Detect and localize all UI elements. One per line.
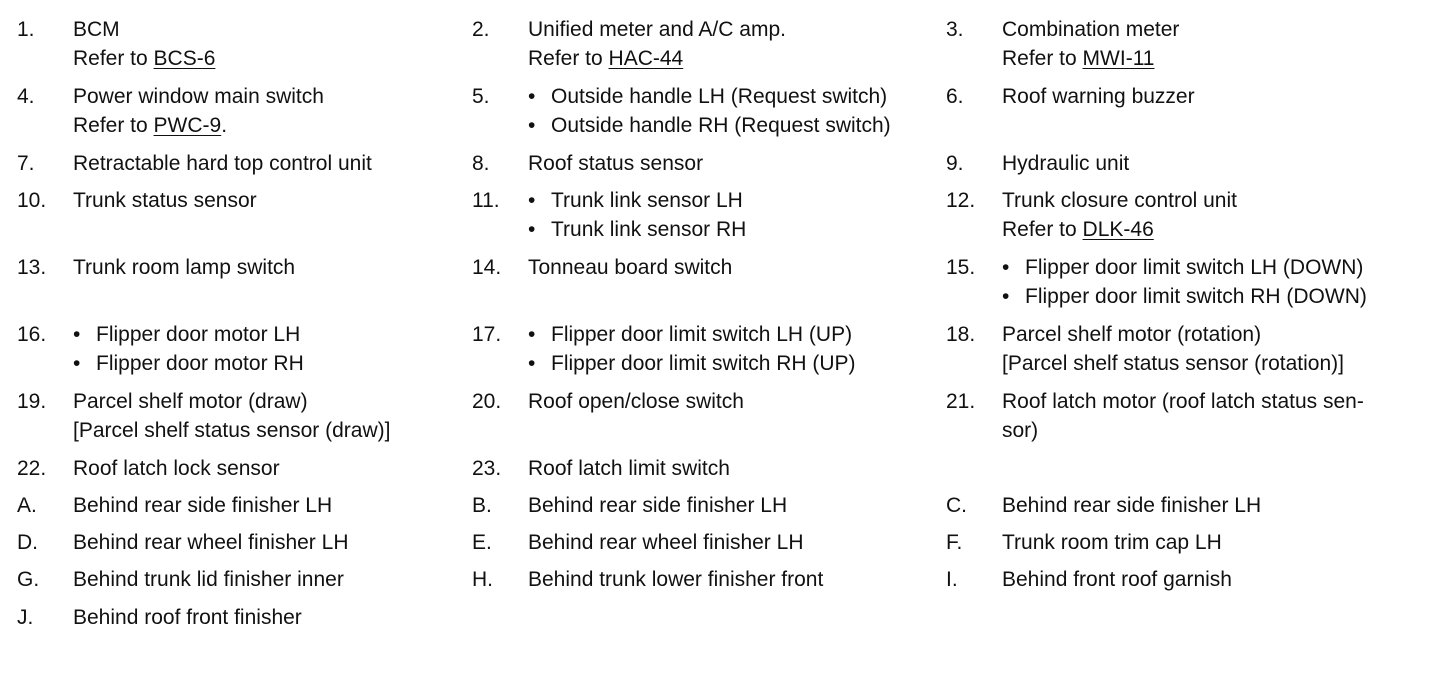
description-line	[528, 387, 744, 416]
legend-item-description	[1002, 149, 1129, 178]
description-line	[528, 149, 703, 178]
legend-item-description	[1002, 528, 1222, 557]
line-text: Refer to	[1002, 47, 1083, 70]
legend-item-number: 5.	[472, 85, 490, 108]
line-text: Roof latch motor (roof latch status sen-	[1002, 390, 1364, 413]
legend-item-description	[73, 82, 324, 140]
bullet-line	[528, 82, 891, 111]
line-text: Roof latch lock sensor	[73, 457, 280, 480]
line-text: Refer to	[528, 47, 609, 70]
legend-item-number: F.	[946, 531, 963, 554]
description-line	[1002, 349, 1344, 378]
description-line	[1002, 320, 1344, 349]
legend-item-number: G.	[17, 568, 40, 591]
description-line	[1002, 15, 1179, 44]
bullet-icon: •	[528, 85, 536, 108]
bullet-line	[73, 349, 304, 378]
legend-item-description	[73, 253, 295, 282]
description-line	[528, 15, 786, 44]
description-line	[1002, 491, 1261, 520]
line-text: Parcel shelf motor (rotation)	[1002, 323, 1262, 346]
description-line	[73, 603, 302, 632]
description-line	[73, 186, 257, 215]
bullet-line	[528, 215, 746, 244]
legend-item-description	[73, 320, 304, 378]
description-line	[73, 44, 215, 73]
reference-link[interactable]: MWI-11	[1082, 47, 1155, 70]
line-text: Hydraulic unit	[1002, 152, 1130, 175]
legend-item-description	[73, 149, 372, 178]
line-text: Behind roof front finisher	[73, 606, 302, 629]
line-text: Trunk room lamp switch	[73, 256, 296, 279]
legend-item-description	[528, 454, 730, 483]
bullet-line	[528, 111, 891, 140]
description-line	[73, 416, 390, 445]
bullet-icon: •	[528, 323, 536, 346]
legend-item-number: 22.	[17, 457, 47, 480]
reference-link[interactable]: BCS-6	[153, 47, 216, 70]
line-text: Behind rear side finisher LH	[528, 494, 788, 517]
legend-item-number: C.	[946, 494, 967, 517]
line-text: Flipper door motor LH	[96, 323, 301, 346]
description-line	[1002, 565, 1232, 594]
legend-item-number: 17.	[472, 323, 502, 346]
line-text: Flipper door limit switch RH (UP)	[551, 352, 856, 375]
legend-item-number: 2.	[472, 18, 490, 41]
legend-item-number: 15.	[946, 256, 976, 279]
description-line	[1002, 416, 1364, 445]
bullet-line	[528, 320, 856, 349]
description-line	[1002, 44, 1179, 73]
bullet-line	[1002, 253, 1367, 282]
legend-item-number: 12.	[946, 189, 976, 212]
line-text: Combination meter	[1002, 18, 1180, 41]
legend-item-number: 23.	[472, 457, 502, 480]
description-line	[528, 565, 823, 594]
line-text: Roof status sensor	[528, 152, 704, 175]
legend-item-description	[1002, 82, 1195, 111]
description-line	[73, 565, 344, 594]
bullet-line	[73, 320, 304, 349]
legend-item-description	[73, 387, 390, 445]
legend-item-number: 20.	[472, 390, 502, 413]
legend-item-description	[1002, 565, 1232, 594]
line-text: Roof open/close switch	[528, 390, 744, 413]
line-text: Refer to	[1002, 218, 1083, 241]
bullet-icon: •	[73, 352, 81, 375]
legend-item-number: 1.	[17, 18, 35, 41]
legend-item-description	[73, 603, 302, 632]
bullet-icon: •	[1002, 285, 1010, 308]
description-line	[73, 253, 295, 282]
description-line	[528, 253, 732, 282]
legend-item-number: 11.	[472, 189, 500, 212]
description-line	[528, 491, 787, 520]
bullet-icon: •	[1002, 256, 1010, 279]
legend-item-description	[1002, 253, 1367, 311]
line-text: Parcel shelf motor (draw)	[73, 390, 308, 413]
line-text: Behind trunk lower finisher front	[528, 568, 824, 591]
legend-item-number: I.	[946, 568, 958, 591]
line-text: Behind trunk lid finisher inner	[73, 568, 344, 591]
description-line	[1002, 186, 1237, 215]
legend-item-number: 6.	[946, 85, 964, 108]
legend-item-number: 13.	[17, 256, 47, 279]
line-text: Flipper door limit switch RH (DOWN)	[1025, 285, 1367, 308]
legend-item-description	[73, 454, 280, 483]
legend-item-number: E.	[472, 531, 492, 554]
line-text: Outside handle RH (Request switch)	[551, 114, 891, 137]
legend-item-number: 18.	[946, 323, 976, 346]
description-line	[73, 387, 390, 416]
legend-item-description	[73, 491, 332, 520]
description-line	[528, 44, 786, 73]
legend-item-description	[73, 528, 348, 557]
legend-item-description	[1002, 15, 1179, 73]
description-line	[1002, 387, 1364, 416]
legend-item-description	[1002, 387, 1364, 445]
bullet-icon: •	[528, 189, 536, 212]
legend-item-description	[73, 15, 215, 73]
line-text: [Parcel shelf status sensor (draw)]	[73, 419, 391, 442]
description-line	[73, 15, 215, 44]
legend-item-number: H.	[472, 568, 493, 591]
legend-item-number: 21.	[946, 390, 976, 413]
line-text: Retractable hard top control unit	[73, 152, 372, 175]
line-text: Flipper door limit switch LH (DOWN)	[1025, 256, 1364, 279]
description-line	[1002, 215, 1237, 244]
line-text: Behind rear wheel finisher LH	[528, 531, 804, 554]
legend-item-description	[1002, 320, 1344, 378]
bullet-line	[1002, 282, 1367, 311]
description-line	[1002, 149, 1129, 178]
legend-item-number: 8.	[472, 152, 490, 175]
legend-item-number: 3.	[946, 18, 964, 41]
legend-item-number: 19.	[17, 390, 47, 413]
legend-item-number: 4.	[17, 85, 35, 108]
legend-item-number: B.	[472, 494, 492, 517]
bullet-icon: •	[73, 323, 81, 346]
description-line	[73, 528, 348, 557]
legend-item-number: 16.	[17, 323, 47, 346]
description-line	[1002, 82, 1195, 111]
legend-item-description	[73, 565, 344, 594]
line-text: Behind rear side finisher LH	[1002, 494, 1262, 517]
description-line	[73, 82, 324, 111]
legend-item-number: A.	[17, 494, 37, 517]
line-text: Trunk link sensor LH	[551, 189, 743, 212]
description-line	[73, 454, 280, 483]
line-text: Behind rear side finisher LH	[73, 494, 333, 517]
reference-link[interactable]: PWC-9	[153, 114, 222, 137]
legend-item-description	[528, 528, 803, 557]
legend-item-description	[1002, 491, 1261, 520]
legend-item-description	[528, 186, 746, 244]
line-text: Flipper door limit switch LH (UP)	[551, 323, 853, 346]
legend-item-number: D.	[17, 531, 38, 554]
line-text: Behind front roof garnish	[1002, 568, 1232, 591]
line-text: Flipper door motor RH	[96, 352, 304, 375]
bullet-icon: •	[528, 352, 536, 375]
line-text: Roof warning buzzer	[1002, 85, 1195, 108]
legend-item-description	[528, 491, 787, 520]
reference-link[interactable]: HAC-44	[608, 47, 684, 70]
legend-item-description	[1002, 186, 1237, 244]
line-text: BCM	[73, 18, 120, 41]
reference-link[interactable]: DLK-46	[1082, 218, 1154, 241]
legend-item-description	[528, 565, 823, 594]
line-text: Trunk closure control unit	[1002, 189, 1237, 212]
line-text: Power window main switch	[73, 85, 324, 108]
bullet-line	[528, 186, 746, 215]
description-line	[528, 528, 803, 557]
legend-item-description	[528, 82, 891, 140]
legend-item-description	[528, 320, 856, 378]
description-line	[528, 454, 730, 483]
line-text: Outside handle LH (Request switch)	[551, 85, 888, 108]
line-text: Trunk link sensor RH	[551, 218, 747, 241]
line-text: Roof latch limit switch	[528, 457, 730, 480]
line-text: Unified meter and A/C amp.	[528, 18, 786, 41]
legend-item-description	[528, 149, 703, 178]
legend-item-number: 7.	[17, 152, 35, 175]
line-text: Refer to	[73, 114, 154, 137]
legend-item-description	[73, 186, 257, 215]
line-text: Trunk room trim cap LH	[1002, 531, 1222, 554]
line-text: [Parcel shelf status sensor (rotation)]	[1002, 352, 1344, 375]
legend-item-number: J.	[17, 606, 34, 629]
line-text: Behind rear wheel finisher LH	[73, 531, 349, 554]
line-text: sor)	[1002, 419, 1039, 442]
description-line	[73, 111, 324, 140]
legend-item-description	[528, 15, 786, 73]
line-text: Refer to	[73, 47, 154, 70]
line-suffix: .	[221, 114, 228, 137]
bullet-line	[528, 349, 856, 378]
legend-item-number: 10.	[17, 189, 47, 212]
description-line	[73, 149, 372, 178]
description-line	[1002, 528, 1222, 557]
description-line	[73, 491, 332, 520]
bullet-icon: •	[528, 218, 536, 241]
bullet-icon: •	[528, 114, 536, 137]
line-text: Tonneau board switch	[528, 256, 733, 279]
legend-item-description	[528, 253, 732, 282]
legend-item-description	[528, 387, 744, 416]
legend-item-number: 14.	[472, 256, 502, 279]
legend-item-number: 9.	[946, 152, 964, 175]
line-text: Trunk status sensor	[73, 189, 257, 212]
